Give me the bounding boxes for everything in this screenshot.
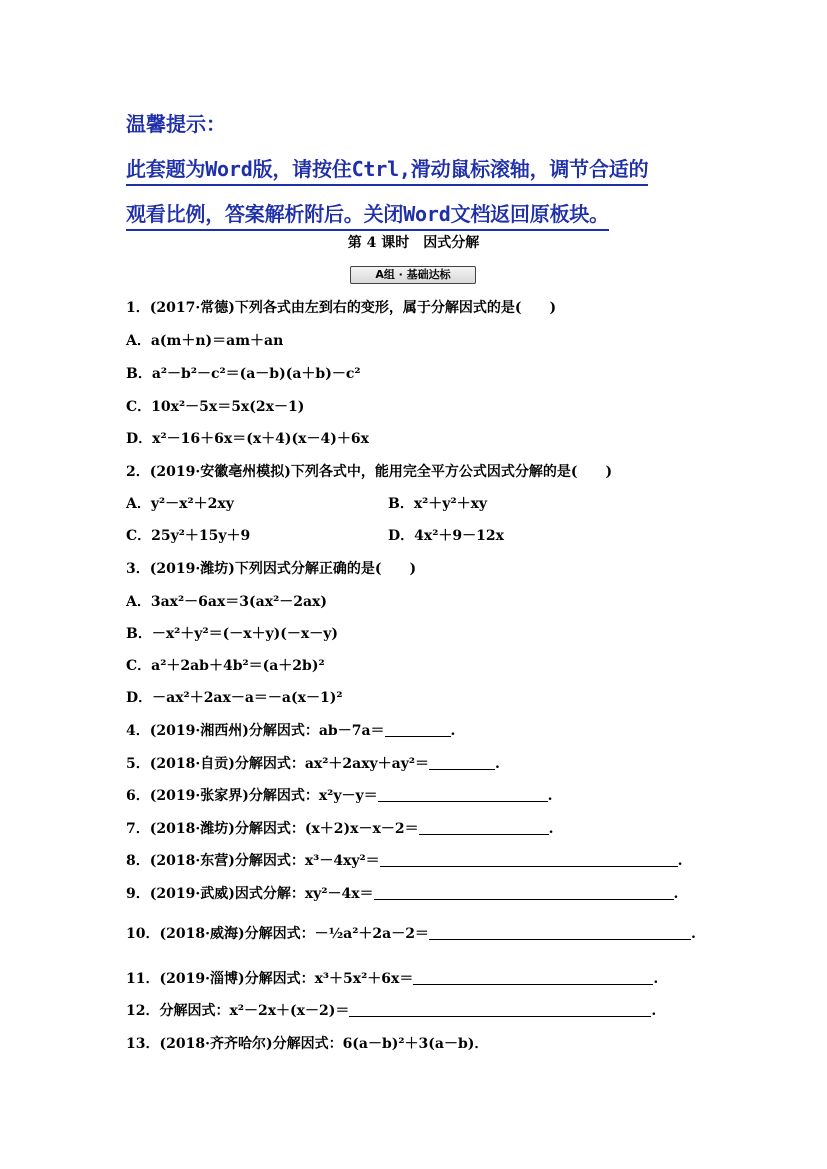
answer-blank	[429, 755, 495, 770]
answer-blank	[413, 970, 653, 985]
q1-option-d: D．x²－16＋6x＝(x＋4)(x－4)＋6x	[126, 431, 369, 447]
question-5: 5．(2018·自贡)分解因式：ax²＋2axy＋ay²＝ .	[126, 756, 500, 772]
q3-option-d: D．－ax²＋2ax－a＝－a(x－1)²	[126, 690, 343, 706]
question-9: 9．(2019·武威)因式分解：xy²－4x＝ .	[126, 886, 679, 902]
question-13: 13．(2018·齐齐哈尔)分解因式：6(a－b)²＋3(a－b)．	[126, 1036, 489, 1052]
q3-option-c: C．a²＋2ab＋4b²＝(a＋2b)²	[126, 658, 325, 674]
q1-option-c: C．10x²－5x＝5x(2x－1)	[126, 399, 305, 415]
q3-option-b: B．－x²＋y²＝(－x＋y)(－x－y)	[126, 626, 339, 642]
question-12: 12．分解因式：x²－2x＋(x－2)＝ .	[126, 1003, 657, 1019]
question-11: 11．(2019·淄博)分解因式：x³＋5x²＋6x＝ .	[126, 971, 659, 987]
question-3: 3．(2019·潍坊)下列因式分解正确的是( )	[126, 561, 417, 577]
answer-blank	[380, 852, 678, 867]
answer-blank	[419, 820, 549, 835]
question-10: 10．(2018·威海)分解因式：－½a²＋2a－2＝ .	[126, 926, 696, 942]
tip-title: 温馨提示：	[126, 112, 226, 136]
q2-option-c: C．25y²＋15y＋9	[126, 528, 251, 544]
answer-blank	[374, 885, 674, 900]
q2-option-a: A．y²－x²＋2xy	[126, 496, 234, 512]
q1-option-b: B．a²－b²－c²＝(a－b)(a＋b)－c²	[126, 366, 361, 382]
question-6: 6．(2019·张家界)分解因式：x²y－y＝ .	[126, 788, 553, 804]
answer-blank	[378, 787, 548, 802]
q2-option-b: B．x²＋y²＋xy	[388, 496, 488, 512]
lesson-heading: 第 4 课时 因式分解	[347, 235, 480, 251]
question-2: 2．(2019·安徽亳州模拟)下列各式中，能用完全平方公式因式分解的是( )	[126, 464, 613, 480]
question-8: 8．(2018·东营)分解因式：x³－4xy²＝ .	[126, 853, 683, 869]
q2-option-d: D．4x²＋9－12x	[388, 528, 504, 544]
tip-line-1: 此套题为Word版，请按住Ctrl,滑动鼠标滚轴，调节合适的	[126, 153, 648, 186]
question-1: 1．(2017·常德)下列各式由左到右的变形，属于分解因式的是( )	[126, 300, 557, 316]
answer-blank	[429, 925, 691, 940]
answer-blank	[349, 1002, 651, 1017]
q1-option-a: A．a(m＋n)＝am＋an	[126, 333, 284, 349]
q3-option-a: A．3ax²－6ax＝3(ax²－2ax)	[126, 594, 328, 610]
question-7: 7．(2018·潍坊)分解因式：(x＋2)x－x－2＝ .	[126, 821, 554, 837]
question-4: 4．(2019·湘西州)分解因式：ab－7a＝ .	[126, 723, 456, 739]
tip-line-2: 观看比例，答案解析附后。关闭Word文档返回原板块。	[126, 198, 609, 231]
answer-blank	[385, 722, 451, 737]
group-badge: A组 · 基础达标	[350, 266, 476, 284]
